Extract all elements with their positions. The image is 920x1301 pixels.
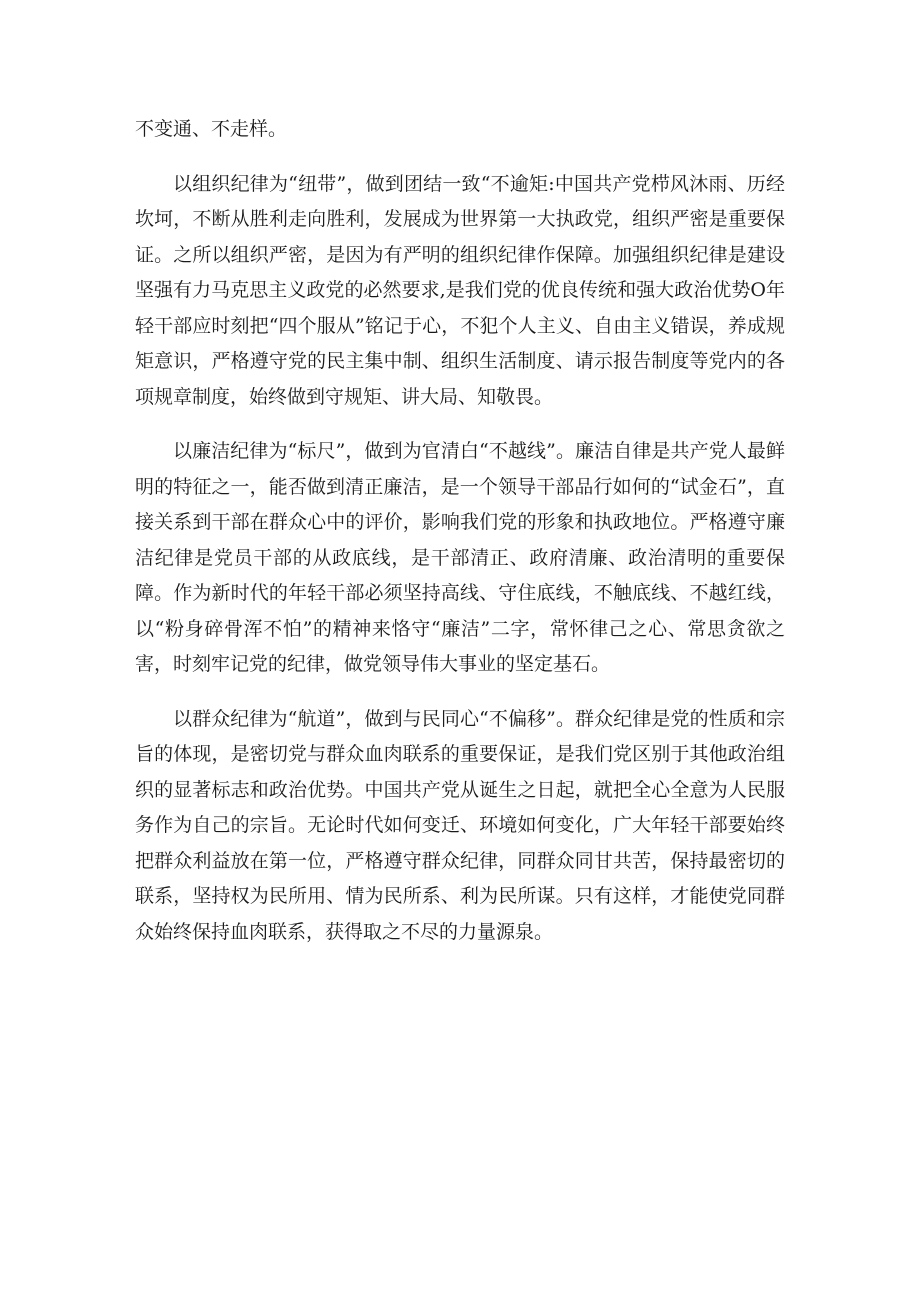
paragraph-mass-discipline: 以群众纪律为“航道”，做到与民同心“不偏移”。群众纪律是党的性质和宗旨的体现，是密切党与群众血肉联系的重要保证，是我们党区别于其他政治组织的显著标志和政治优势。中国共产党从诞生之日起，就把全心全意为人民服务作为自己的宗旨。无论时代如何变迁、环境如何变化，广大年轻干部要始终把群众利益放在第一位，严格遵守群众纪律，同群众同甘共苦，保持最密切的联系，坚持权为民所用、情为民所系、利为民所谋。只有这样，才能使党同群众始终保持血肉联系，获得取之不尽的力量源泉。: [135, 707, 785, 943]
paragraph-organizational-discipline: 以组织纪律为“纽带”，做到团结一致“不逾矩:中国共产党栉风沐雨、历经坎坷，不断从胜利走向胜利，发展成为世界第一大执政党，组织严密是重要保证。之所以组织严密，是因为有严明的组织纪律作保障。加强组织纪律是建设坚强有力马克思主义政党的必然要求,是我们党的优良传统和强大政治优势O年轻干部应时刻把“四个服从”铭记于心，不犯个人主义、自由主义错误，养成规矩意识，严格遵守党的民主集中制、组织生活制度、请示报告制度等党内的各项规章制度，始终做到守规矩、讲大局、知敬畏。: [135, 172, 785, 408]
paragraph-continuation: 不变通、不走样。: [135, 118, 288, 140]
document-body: [135, 112, 785, 950]
paragraph-integrity-discipline: 以廉洁纪律为“标尺”，做到为官清白“不越线”。廉洁自律是共产党人最鲜明的特征之一，能否做到清正廉洁，是一个领导干部品行如何的“试金石”，直接关系到干部在群众心中的评价，影响我们党的形象和执政地位。严格遵守廉洁纪律是党员干部的从政底线，是干部清正、政府清廉、政治清明的重要保障。作为新时代的年轻干部必须坚持高线、守住底线，不触底线、不越红线，以“粉身碎骨浑不怕”的精神来恪守“廉洁”二字，常怀律己之心、常思贪欲之害，时刻牢记党的纪律，做党领导伟大事业的坚定基石。: [135, 440, 785, 675]
